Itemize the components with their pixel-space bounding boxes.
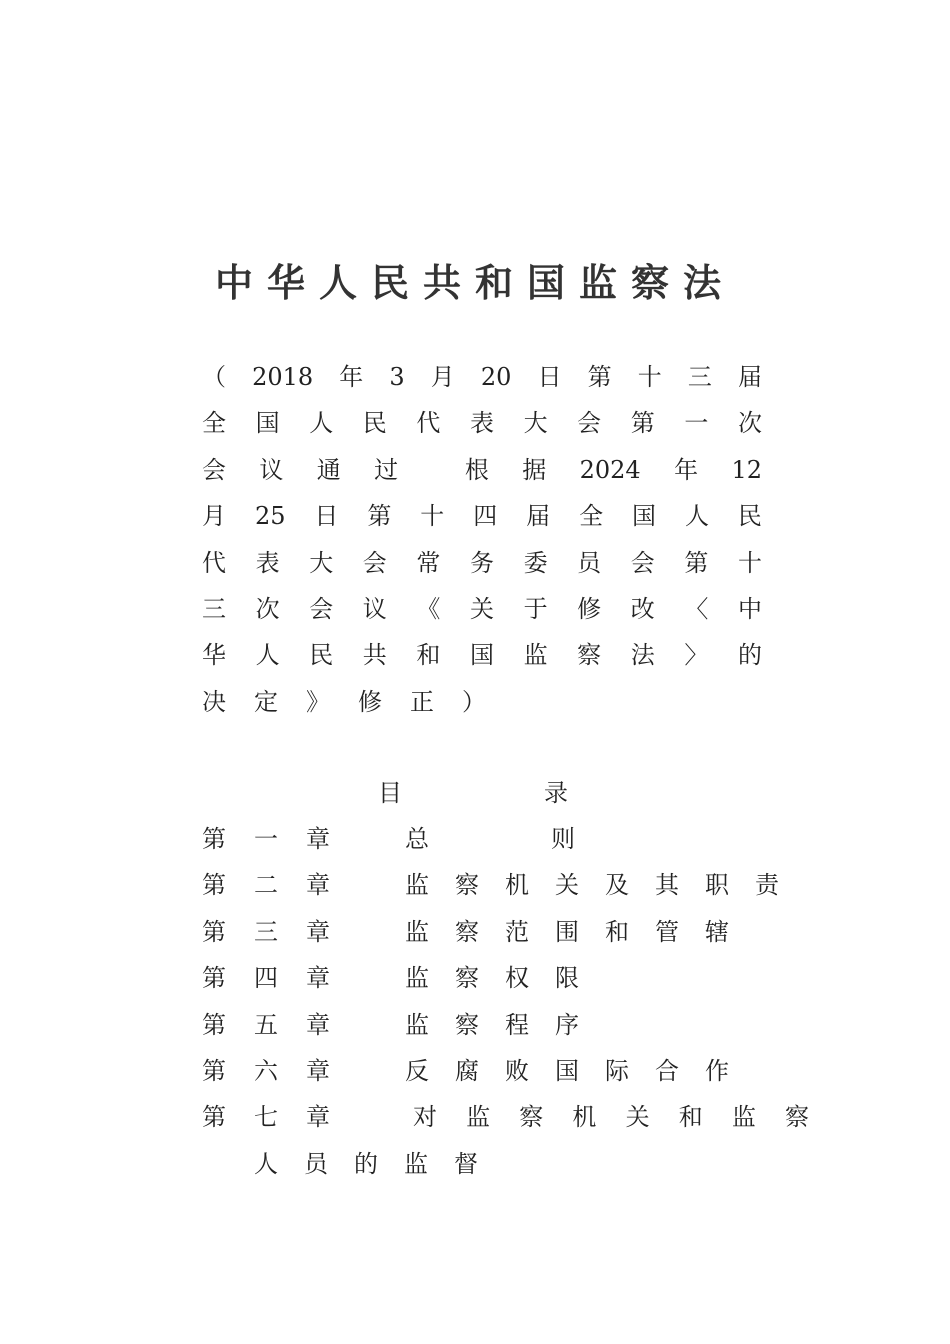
preamble-token: 十 — [637, 363, 662, 391]
chapter-number-char: 四 — [254, 964, 278, 993]
preamble-token: 员 — [577, 548, 602, 577]
chapter-number-char: 第 — [202, 1056, 226, 1085]
chapter-number-char: 第 — [202, 964, 226, 993]
preamble-token: 正 — [410, 687, 434, 716]
chapter-title — [413, 1094, 809, 1140]
preamble-token: 日 — [314, 502, 339, 531]
chapter-number-char: 五 — [254, 1010, 278, 1039]
chapter-number-char: 章 — [306, 1056, 330, 1085]
chapter-number-char: 章 — [306, 871, 330, 900]
chapter-number — [202, 1048, 330, 1094]
preamble-token: 〈 — [684, 594, 709, 623]
preamble-line — [202, 586, 762, 632]
chapter-title-char: 关 — [625, 1103, 650, 1132]
chapter-number-char: 第 — [202, 1103, 226, 1132]
preamble-token: 的 — [737, 641, 762, 670]
chapter-title-char: 机 — [572, 1103, 597, 1132]
chapter-title: 总则 — [405, 825, 697, 853]
preamble-token: 民 — [737, 502, 762, 531]
preamble-token: 根 — [464, 455, 489, 484]
preamble-token: 月 — [430, 363, 455, 391]
chapter-number — [202, 862, 330, 908]
preamble-line — [202, 354, 762, 400]
preamble-token: 大 — [309, 548, 334, 577]
chapter-number — [202, 1094, 330, 1140]
preamble-token: ） — [462, 687, 486, 716]
document-title: 中华人民共和国监察法 — [214, 260, 735, 305]
preamble-token: 全 — [579, 502, 604, 531]
toc-heading — [378, 770, 568, 816]
chapter-number-char: 七 — [254, 1103, 278, 1132]
preamble-token: 代 — [416, 409, 441, 438]
preamble-token: 第 — [587, 363, 612, 391]
preamble-token: 日 — [537, 363, 562, 391]
preamble-token: 会 — [309, 594, 334, 623]
chapter-title-char: 对 — [413, 1103, 437, 1132]
preamble-token: 三 — [687, 363, 712, 391]
preamble-token: 会 — [202, 455, 226, 484]
preamble-token: 修 — [358, 687, 382, 716]
preamble — [202, 354, 762, 725]
chapter-number-char: 第 — [202, 871, 226, 900]
chapter-number-char: 第 — [202, 1010, 226, 1039]
preamble-token: 表 — [469, 409, 494, 438]
toc-entry-chapter-5[interactable] — [202, 1002, 822, 1048]
preamble-line — [202, 540, 762, 586]
toc-entry-chapter-4[interactable] — [202, 955, 822, 1001]
chapter-title-char: 和 — [678, 1103, 703, 1132]
chapter-number — [202, 816, 330, 862]
preamble-token: 表 — [255, 548, 280, 577]
toc-entry-chapter-6[interactable] — [202, 1048, 822, 1094]
preamble-line — [202, 632, 762, 678]
chapter-number-char: 章 — [306, 1103, 330, 1132]
chapter-title-continuation: 人员的监督 — [254, 1149, 504, 1178]
chapter-title: 反腐败国际合作 — [405, 1056, 755, 1085]
preamble-token: 人 — [255, 641, 280, 670]
preamble-token: 议 — [362, 594, 387, 623]
preamble-token: 据 — [522, 455, 547, 484]
preamble-token: 三 — [202, 594, 226, 623]
chapter-title-char: 察 — [519, 1103, 544, 1132]
chapter-title: 监察权限 — [405, 964, 605, 993]
chapter-number — [202, 1002, 330, 1048]
preamble-token: 十 — [737, 548, 762, 577]
preamble-token: 第 — [684, 548, 709, 577]
preamble-token: 国 — [632, 502, 657, 531]
chapter-number-char: 章 — [306, 917, 330, 946]
preamble-token: 共 — [362, 641, 387, 670]
preamble-token: 常 — [416, 548, 441, 577]
preamble-token: 25 — [254, 502, 286, 531]
preamble-token: 届 — [738, 363, 762, 391]
preamble-token: 月 — [202, 502, 226, 531]
preamble-token: 于 — [523, 594, 548, 623]
preamble-line — [202, 400, 762, 446]
preamble-token: 全 — [202, 409, 226, 438]
preamble-token: 和 — [416, 641, 441, 670]
preamble-token: 会 — [362, 548, 387, 577]
preamble-token: 大 — [523, 409, 548, 438]
preamble-token: 会 — [577, 409, 602, 438]
preamble-token: 12 — [731, 455, 762, 484]
preamble-token: 修 — [577, 594, 602, 623]
preamble-line — [202, 493, 762, 539]
preamble-token: 》 — [306, 687, 330, 716]
preamble-token: 第 — [630, 409, 655, 438]
preamble-token: 20 — [480, 363, 512, 391]
preamble-token: 会 — [630, 548, 655, 577]
preamble-token: 华 — [202, 641, 226, 670]
preamble-token: 次 — [255, 594, 280, 623]
preamble-token: 国 — [255, 409, 280, 438]
chapter-number-char: 章 — [306, 1010, 330, 1039]
preamble-token: 民 — [362, 409, 387, 438]
preamble-line — [202, 447, 762, 493]
chapter-number-char: 第 — [202, 917, 226, 946]
preamble-token: 代 — [202, 548, 226, 577]
preamble-line — [202, 679, 762, 725]
toc-entry-chapter-7-continued — [202, 1141, 822, 1187]
preamble-token: 议 — [259, 455, 284, 484]
table-of-contents — [202, 816, 822, 1187]
preamble-token: 决 — [202, 687, 226, 716]
preamble-token: 2018 — [252, 363, 314, 391]
toc-entry-chapter-3[interactable] — [202, 909, 822, 955]
chapter-number-char: 第 — [202, 825, 226, 853]
chapter-number-char: 二 — [254, 871, 278, 900]
chapter-title-char: 监 — [731, 1103, 756, 1132]
chapter-title-char: 察 — [784, 1103, 809, 1132]
chapter-number-char: 一 — [254, 825, 278, 853]
preamble-token: 一 — [684, 409, 709, 438]
chapter-number-char: 章 — [306, 964, 330, 993]
preamble-token: 第 — [367, 502, 392, 531]
chapter-title: 监察范围和管辖 — [405, 917, 755, 946]
preamble-token: 民 — [309, 641, 334, 670]
chapter-number-char: 六 — [254, 1056, 278, 1085]
chapter-title-char: 监 — [466, 1103, 491, 1132]
preamble-token: 法 — [630, 641, 655, 670]
preamble-token: 四 — [473, 502, 498, 531]
preamble-token: 改 — [630, 594, 655, 623]
preamble-token: 届 — [526, 502, 551, 531]
preamble-token: 人 — [309, 409, 334, 438]
preamble-token: 3 — [389, 363, 405, 391]
toc-entry-chapter-1[interactable] — [202, 816, 822, 862]
preamble-token: 国 — [469, 641, 494, 670]
preamble-token: 察 — [577, 641, 602, 670]
preamble-token: 十 — [420, 502, 445, 531]
toc-heading-char: 录 — [544, 779, 568, 807]
preamble-token: 《 — [416, 594, 441, 623]
preamble-token: 定 — [254, 687, 278, 716]
chapter-title: 监察机关及其职责 — [405, 871, 805, 900]
preamble-token: （ — [202, 363, 226, 391]
preamble-token: 监 — [523, 641, 548, 670]
chapter-number — [202, 909, 330, 955]
toc-entry-chapter-2[interactable] — [202, 862, 822, 908]
chapter-title: 监察程序 — [405, 1010, 605, 1039]
chapter-number-char: 三 — [254, 917, 278, 946]
chapter-number — [202, 955, 330, 1001]
preamble-token: 中 — [737, 594, 762, 623]
preamble-token: 2024 — [579, 455, 641, 484]
preamble-token: 通 — [316, 455, 341, 484]
preamble-token: 年 — [339, 363, 364, 391]
preamble-token: 过 — [374, 455, 399, 484]
preamble-token: 次 — [737, 409, 762, 438]
preamble-token: 人 — [684, 502, 709, 531]
preamble-token: 年 — [674, 455, 699, 484]
preamble-token: 委 — [523, 548, 548, 577]
preamble-token: 关 — [469, 594, 494, 623]
preamble-token: 务 — [469, 548, 494, 577]
toc-heading-char: 目 — [378, 779, 402, 807]
preamble-token: 〉 — [684, 641, 709, 670]
chapter-number-char: 章 — [306, 825, 330, 853]
toc-entry-chapter-7[interactable] — [202, 1094, 822, 1140]
